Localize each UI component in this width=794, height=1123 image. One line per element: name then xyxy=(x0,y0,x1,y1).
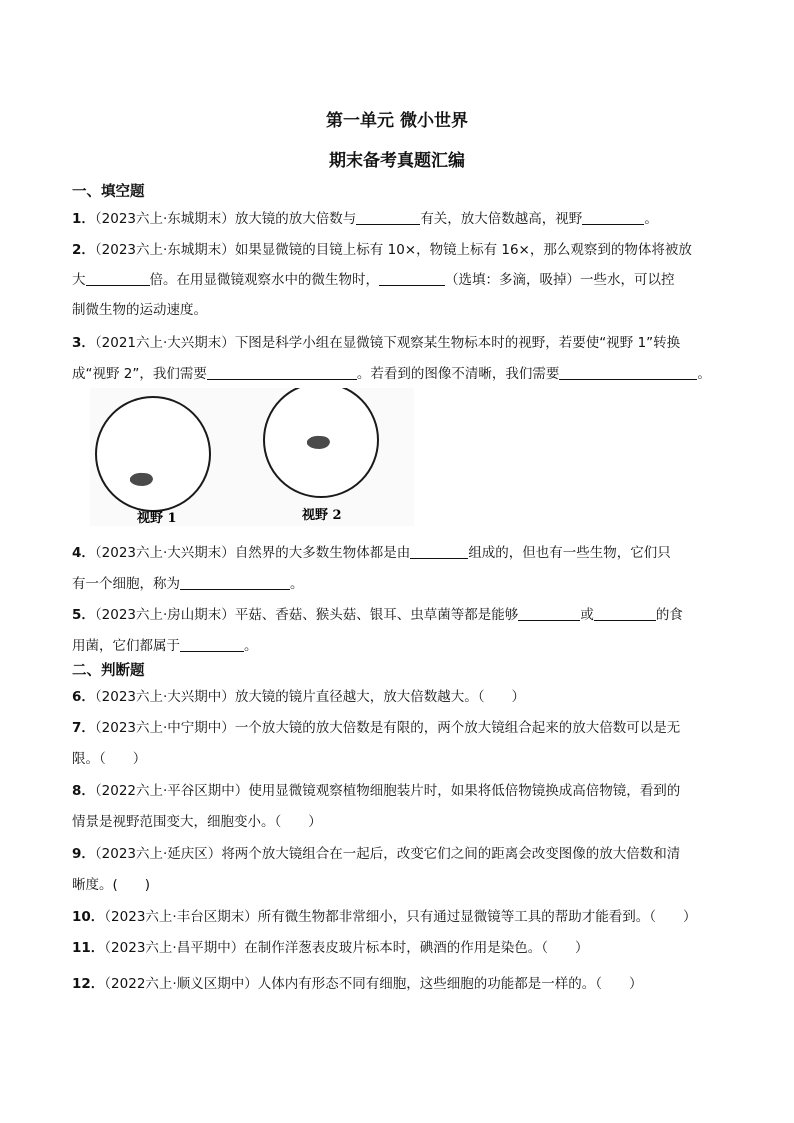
answer-blank[interactable] xyxy=(180,575,290,590)
answer-blank[interactable] xyxy=(356,210,420,225)
question-number: 6． xyxy=(72,689,95,705)
question-text: 。 xyxy=(644,211,658,227)
question-number: 7． xyxy=(72,720,95,736)
question-text: 放大镜的镜片直径越大，放大倍数越大。（ ） xyxy=(234,689,526,705)
question-12 xyxy=(72,972,642,992)
answer-blank[interactable] xyxy=(410,544,468,559)
question-5-line-2 xyxy=(72,634,258,654)
question-text: 晰度。( ) xyxy=(72,877,151,893)
question-text: 自然界的大多数生物体都是由 xyxy=(234,545,411,561)
question-source: （2021六上·大兴期末） xyxy=(94,335,235,351)
question-9 xyxy=(72,842,680,862)
page-subtitle: 期末备考真题汇编 xyxy=(329,151,465,171)
question-number: 9． xyxy=(72,846,95,862)
question-3 xyxy=(72,331,680,351)
question-text: 用菌，它们都属于 xyxy=(72,638,180,654)
question-source: （2023六上·东城期末） xyxy=(94,211,235,227)
question-text: 。若看到的图像不清晰，我们需要 xyxy=(356,366,560,382)
question-number: 10． xyxy=(72,909,105,925)
question-number: 12． xyxy=(72,976,105,992)
question-text: 组成的，但也有一些生物，它们只 xyxy=(468,545,671,561)
answer-blank[interactable] xyxy=(180,637,244,652)
question-9-line-2 xyxy=(72,873,150,893)
question-text: 所有微生物都非常细小，只有通过显微镜等工具的帮助才能看到。（ ） xyxy=(257,909,697,925)
question-source: （2023六上·中宁期中） xyxy=(94,720,235,736)
question-text: 使用显微镜观察植物细胞装片时，如果将低倍物镜换成高倍物镜，看到的 xyxy=(248,783,681,799)
question-text: 平菇、香菇、猴头菇、银耳、虫草菌等都是能够 xyxy=(234,607,519,623)
question-source: （2023六上·东城期末） xyxy=(94,242,235,258)
specimen-icon xyxy=(307,436,330,449)
question-7 xyxy=(72,716,680,736)
question-text: 或 xyxy=(580,607,594,623)
question-8-line-2 xyxy=(72,810,322,830)
answer-blank[interactable] xyxy=(582,210,644,225)
question-3-line-2 xyxy=(72,362,711,382)
question-number: 8． xyxy=(72,783,95,799)
question-source: （2023六上·大兴期中） xyxy=(94,689,235,705)
field-label-2: 视野 2 xyxy=(302,508,342,523)
question-number: 3． xyxy=(72,335,95,351)
question-6 xyxy=(72,685,525,705)
question-number: 2． xyxy=(72,242,95,258)
question-number: 4． xyxy=(72,545,95,561)
question-text: 成“视野 2”，我们需要 xyxy=(72,366,207,382)
question-text: 将两个放大镜组合在一起后，改变它们之间的距离会改变图像的放大倍数和清 xyxy=(221,846,681,862)
question-text: 放大镜的放大倍数与 xyxy=(234,211,357,227)
question-text: 的食 xyxy=(655,607,683,623)
question-source: （2023六上·大兴期末） xyxy=(94,545,235,561)
question-text: 如果显微镜的目镜上标有 10×，物镜上标有 16×，那么观察到的物体将被放 xyxy=(234,242,692,258)
question-2-line-3 xyxy=(72,298,207,318)
question-number: 1． xyxy=(72,211,95,227)
question-source: （2023六上·丰台区期末） xyxy=(104,909,258,925)
question-text: 有一个细胞，称为 xyxy=(72,576,180,592)
question-text: 。 xyxy=(244,638,258,654)
microscope-field-figure xyxy=(90,388,414,526)
question-4 xyxy=(72,541,671,561)
question-text: 在制作洋葱表皮玻片标本时，碘酒的作用是染色。（ ） xyxy=(244,940,589,956)
answer-blank[interactable] xyxy=(86,271,150,286)
question-number: 11． xyxy=(72,940,105,956)
question-number: 5． xyxy=(72,607,95,623)
section-fill-title: 一、填空题 xyxy=(72,184,145,200)
answer-blank[interactable] xyxy=(207,365,357,380)
question-source: （2023六上·房山期末） xyxy=(94,607,235,623)
question-text: 人体内有形态不同有细胞，这些细胞的功能都是一样的。（ ） xyxy=(257,976,643,992)
specimen-icon xyxy=(130,473,153,486)
question-10 xyxy=(72,905,696,925)
field-label-1: 视野 1 xyxy=(137,511,177,526)
question-2-line-2 xyxy=(72,268,675,288)
question-text: （选填：多滴，吸掉）一些水，可以控 xyxy=(445,272,675,288)
question-8 xyxy=(72,779,680,799)
question-11 xyxy=(72,936,588,956)
question-5 xyxy=(72,603,683,623)
question-text: 一个放大镜的放大倍数是有限的，两个放大镜组合起来的放大倍数可以是无 xyxy=(234,720,681,736)
question-2 xyxy=(72,238,692,258)
answer-blank[interactable] xyxy=(559,365,697,380)
field-of-view-1-circle xyxy=(96,397,210,511)
question-text: 。 xyxy=(290,576,304,592)
question-source: （2022六上·平谷区期中） xyxy=(94,783,249,799)
question-text: 制微生物的运动速度。 xyxy=(72,302,207,318)
question-4-line-2 xyxy=(72,572,304,592)
answer-blank[interactable] xyxy=(594,606,656,621)
answer-blank[interactable] xyxy=(379,271,445,286)
question-text: 情景是视野范围变大，细胞变小。（ ） xyxy=(72,814,322,830)
question-1 xyxy=(72,207,658,227)
question-text: 倍。在用显微镜观察水中的微生物时， xyxy=(149,272,379,288)
answer-blank[interactable] xyxy=(518,606,580,621)
unit-title: 第一单元 微小世界 xyxy=(326,111,468,131)
question-text: 限。（ ） xyxy=(72,751,147,767)
section-judge-title: 二、判断题 xyxy=(72,663,145,679)
question-source: （2023六上·昌平期中） xyxy=(104,940,245,956)
question-7-line-2 xyxy=(72,747,146,767)
question-source: （2022六上·顺义区期中） xyxy=(104,976,258,992)
question-text: 大 xyxy=(72,272,86,288)
question-text: 。 xyxy=(697,366,711,382)
question-text: 下图是科学小组在显微镜下观察某生物标本时的视野，若要使“视野 1”转换 xyxy=(234,335,681,351)
question-text: 有关，放大倍数越高，视野 xyxy=(420,211,583,227)
question-source: （2023六上·延庆区） xyxy=(94,846,222,862)
